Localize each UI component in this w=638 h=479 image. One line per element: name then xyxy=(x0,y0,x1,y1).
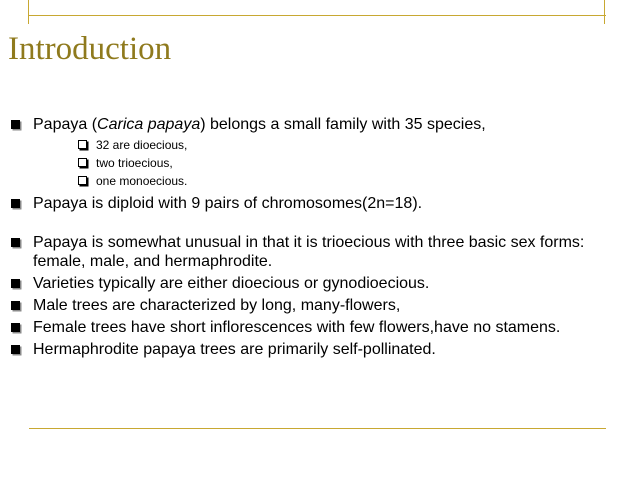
bullet-item-trioecious xyxy=(8,233,608,271)
hollow-square-bullet-icon xyxy=(78,140,87,149)
bullet-item-hermaphrodite xyxy=(8,340,608,359)
sub-item-text: two trioecious, xyxy=(96,156,173,170)
sub-item-dioecious xyxy=(8,136,608,154)
title-divider-top xyxy=(29,15,606,16)
bullet-text: Male trees are characterized by long, many-flowers, xyxy=(33,297,401,314)
bullet-item-family xyxy=(8,115,608,134)
square-bullet-icon xyxy=(11,238,20,247)
sub-item-trioecious xyxy=(8,154,608,172)
bullet-text: Female trees have short inflorescences with few flowers,have no stamens. xyxy=(33,319,561,336)
sub-item-text: 32 are dioecious, xyxy=(96,138,188,152)
bullet-text: Varieties typically are either dioecious or gynodioecious. xyxy=(33,275,430,292)
bullet-text: Papaya is somewhat unusual in that it is trioecious with three basic sex forms: female, male, and hermaphrodite. xyxy=(33,234,585,270)
sub-item-monoecious xyxy=(8,172,608,190)
bullet-list xyxy=(8,115,608,359)
slide-title: Introduction xyxy=(8,31,172,67)
bullet-text: Hermaphrodite papaya trees are primarily self-pollinated. xyxy=(33,341,436,358)
frame-left-rule xyxy=(28,0,29,24)
footer-divider xyxy=(29,428,606,429)
bullet-item-diploid xyxy=(8,194,608,213)
hollow-square-bullet-icon xyxy=(78,176,87,185)
sub-item-text: one monoecious. xyxy=(96,174,188,188)
square-bullet-icon xyxy=(11,279,20,288)
square-bullet-icon xyxy=(11,120,20,129)
bullet-item-female-trees xyxy=(8,318,608,337)
bullet-text-italic: Carica papaya xyxy=(97,116,201,133)
square-bullet-icon xyxy=(11,301,20,310)
bullet-item-male-trees xyxy=(8,296,608,315)
hollow-square-bullet-icon xyxy=(78,158,87,167)
square-bullet-icon xyxy=(11,199,20,208)
bullet-text-before: Papaya ( xyxy=(33,116,98,133)
bullet-text-after: ) belongs a small family with 35 species, xyxy=(200,116,486,133)
square-bullet-icon xyxy=(11,323,20,332)
frame-right-rule xyxy=(604,0,605,24)
square-bullet-icon xyxy=(11,345,20,354)
bullet-item-varieties xyxy=(8,274,608,293)
bullet-text: Papaya is diploid with 9 pairs of chromosomes(2n=18). xyxy=(33,195,423,212)
